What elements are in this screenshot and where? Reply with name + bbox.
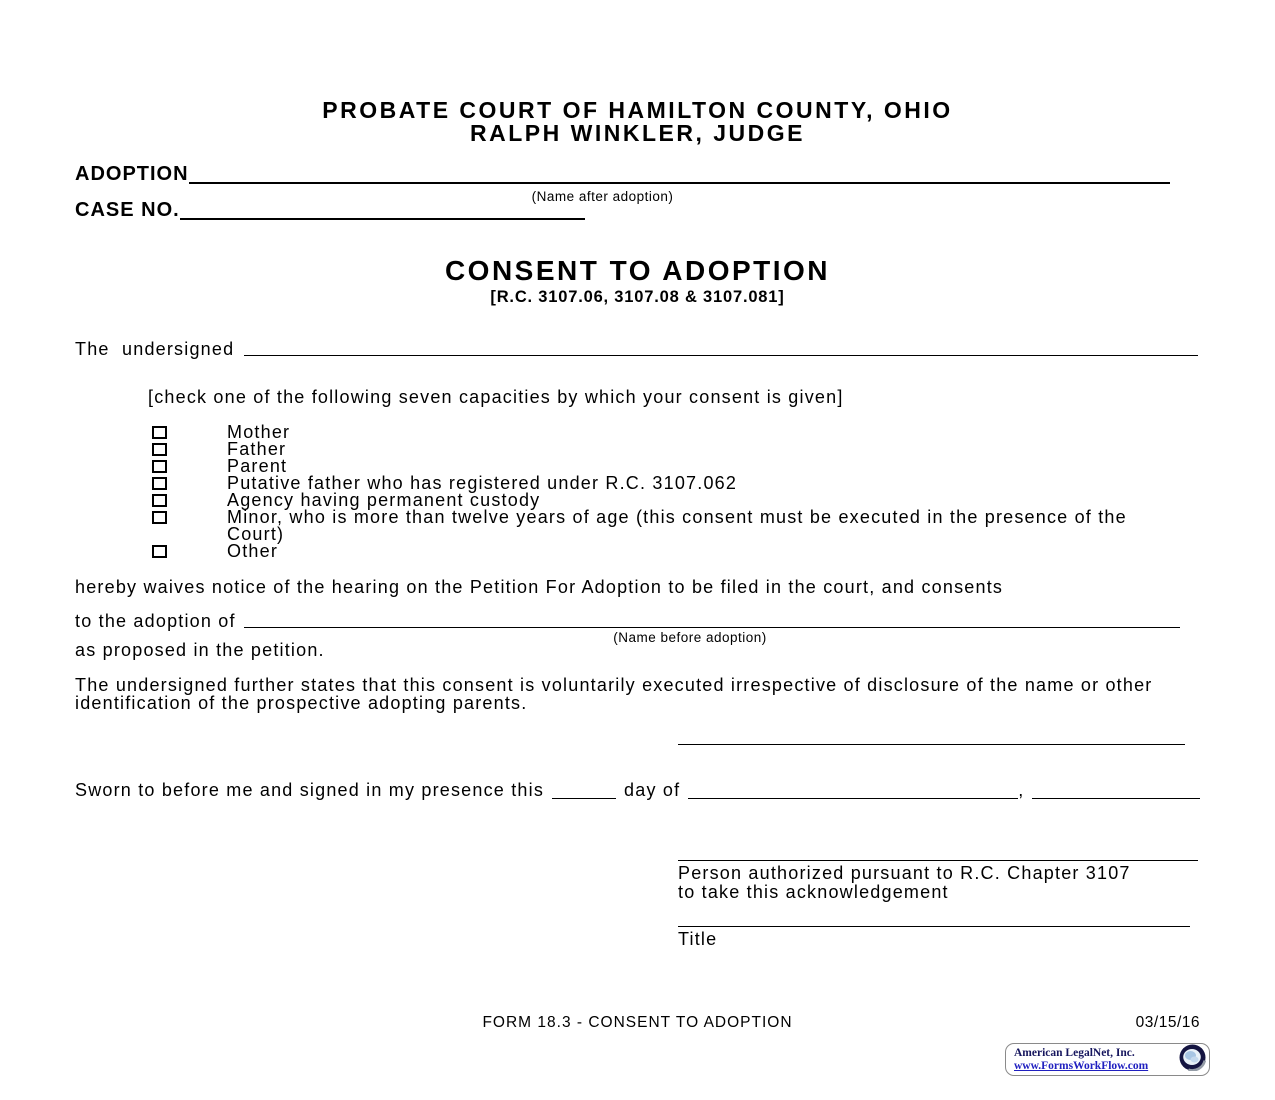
authorized-caption [678,864,1208,902]
checkbox-father[interactable] [152,443,167,456]
sworn-day-field[interactable] [552,779,616,799]
footer-revision-date: 03/15/16 [1135,1014,1200,1031]
statute-reference: [R.C. 3107.06, 3107.08 & 3107.081] [490,288,785,306]
sworn-row [75,779,1200,799]
capacity-label: Parent [227,456,288,476]
legalnet-text [1014,1047,1179,1073]
capacity-row [152,509,1212,543]
waiver-text: hereby waives notice of the hearing on the Petition For Adoption to be filed in the court, and consents [75,577,1004,597]
authorized-caption-line1: Person authorized pursuant to R.C. Chapter 3107 [678,863,1131,883]
legalnet-badge [1005,1043,1210,1076]
capacity-row [152,543,1212,560]
capacity-list [152,424,1212,560]
capacity-row [152,441,1212,458]
title-field-line[interactable] [678,926,1190,927]
case-number-field[interactable] [180,202,585,220]
capacity-label: Other [227,541,279,561]
checkbox-minor[interactable] [152,511,167,524]
globe-icon [1179,1044,1206,1076]
footer-form-label: FORM 18.3 - CONSENT TO ADOPTION [482,1014,793,1031]
sworn-comma: , [1018,779,1025,800]
capacity-label: Putative father who has registered under R.C. 3107.062 [227,473,738,493]
sworn-prefix: Sworn to before me and signed in my presence this [75,779,545,800]
authorized-signature-line[interactable] [678,860,1198,861]
capacity-label: Agency having permanent custody [227,490,541,510]
case-no-row [75,199,585,222]
authorized-caption-line2: to take this acknowledgement [678,882,949,902]
checkbox-agency[interactable] [152,494,167,507]
capacity-label: Father [227,439,287,459]
checkbox-putative-father[interactable] [152,477,167,490]
further-statement: The undersigned further states that this consent is voluntarily executed irrespective of disclosure of the name or other identification of the prospective adopting parents. [75,675,1153,713]
adoption-name-field[interactable] [189,166,1170,184]
checkbox-other[interactable] [152,545,167,558]
checkbox-mother[interactable] [152,426,167,439]
undersigned-row [75,338,1198,358]
checkbox-parent[interactable] [152,460,167,473]
name-before-adoption-caption: (Name before adoption) [613,630,767,645]
consenter-signature-line[interactable] [678,744,1185,745]
legalnet-website-link[interactable]: www.FormsWorkFlow.com [1014,1059,1149,1072]
case-no-label: CASE NO. [75,199,180,221]
sworn-month-field[interactable] [688,779,1018,799]
capacity-label: Mother [227,422,291,442]
court-name: PROBATE COURT OF HAMILTON COUNTY, OHIO [322,97,953,123]
name-before-adoption-field[interactable] [244,610,1180,628]
check-instruction: [check one of the following seven capacities by which your consent is given] [148,387,844,407]
as-proposed-text: as proposed in the petition. [75,640,325,660]
title-label: Title [678,929,718,949]
court-header [0,99,1275,145]
adoption-of-prefix: to the adoption of [75,610,236,631]
undersigned-prefix: The undersigned [75,338,235,359]
adoption-row [75,163,1170,186]
sworn-year-field[interactable] [1032,779,1200,799]
sworn-mid: day of [624,779,681,800]
capacity-label: Minor, who is more than twelve years of age (this consent must be executed in the presence of the Court) [227,507,1127,544]
judge-name: RALPH WINKLER, JUDGE [470,120,805,146]
name-after-adoption-caption: (Name after adoption) [531,189,674,204]
capacity-row [152,424,1212,441]
undersigned-name-field[interactable] [244,338,1198,356]
adoption-of-row [75,610,1180,630]
legalnet-company: American LegalNet, Inc. [1014,1046,1135,1059]
form-title: CONSENT TO ADOPTION [444,255,831,286]
adoption-label: ADOPTION [75,163,189,185]
